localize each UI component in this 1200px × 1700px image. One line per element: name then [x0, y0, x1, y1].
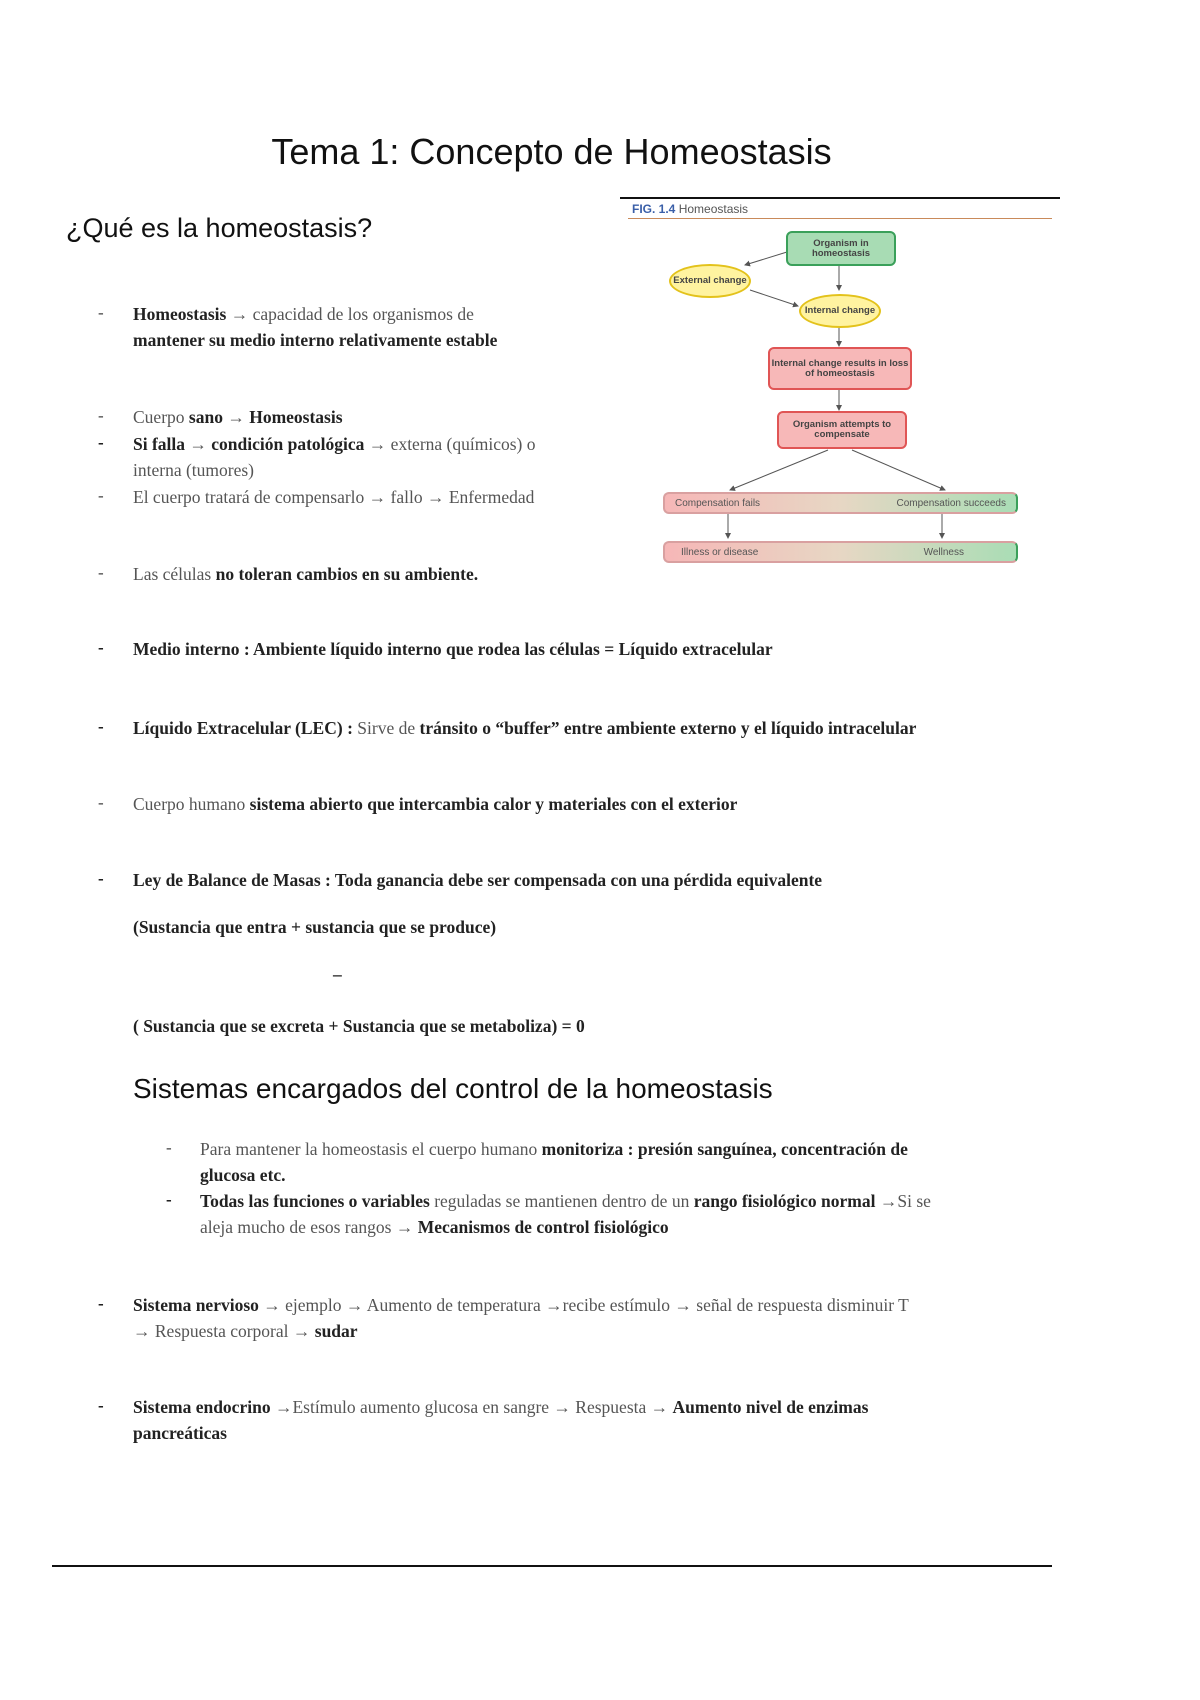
bullet-lec: [133, 715, 916, 741]
bullet-dash: -: [98, 433, 104, 452]
bullet-open-system: [133, 791, 737, 817]
label-compensation-fails: Compensation fails: [675, 498, 761, 509]
text: Cuerpo humano: [133, 794, 250, 814]
text: reguladas se mantienen dentro de un: [429, 1191, 694, 1211]
bold-text: Todas las funciones o variables: [200, 1191, 430, 1211]
node-loss-of-homeostasis: Internal change results in loss of homeostasis: [768, 347, 912, 390]
figure-top-rule: [620, 197, 1060, 199]
bullet-internal-medium: [133, 636, 773, 662]
label-compensation-succeeds: Compensation succeeds: [896, 498, 1006, 509]
bullet-dash: -: [166, 1190, 172, 1209]
label-illness: Illness or disease: [681, 547, 759, 558]
formula-minus: –: [333, 964, 342, 984]
formula-line-1: (Sustancia que entra + sustancia que se produce): [133, 917, 497, 937]
bullet-dash: -: [98, 406, 104, 425]
node-internal-change: Internal change: [799, 294, 881, 328]
figure-caption-rule: [628, 218, 1052, 219]
bullet-dash: -: [98, 486, 104, 505]
text: Las células: [133, 564, 216, 584]
section-heading-what-is: ¿Qué es la homeostasis?: [66, 213, 373, 243]
text: →: [185, 434, 212, 454]
bold-text: sudar: [314, 1321, 358, 1341]
bold-text: no toleran cambios en su ambiente.: [215, 564, 479, 584]
bullet-healthy-body: [133, 404, 343, 430]
bullet-cells: [133, 561, 478, 587]
text: →Estímulo aumento glucosa en sangre → Respuesta →: [270, 1397, 673, 1417]
bullet-dash: -: [98, 1396, 104, 1415]
text: → Respuesta corporal →: [133, 1321, 315, 1341]
outcome-bar: [663, 541, 1018, 563]
bullet-variables: [200, 1188, 931, 1240]
bold-text: Sistema endocrino: [133, 1397, 271, 1417]
text: → ejemplo → Aumento de temperatura →recibe estímulo → señal de respuesta disminuir T: [258, 1295, 909, 1315]
compensation-bar: [663, 492, 1018, 514]
figure-caption: [632, 202, 748, 216]
bold-text: Mecanismos de control fisiológico: [417, 1217, 669, 1237]
text: interna (tumores): [133, 460, 254, 480]
bold-text: sano: [188, 407, 223, 427]
bullet-if-fails: [133, 431, 535, 483]
text: →: [222, 407, 250, 427]
bold-text: Aumento nivel de enzimas: [672, 1397, 869, 1417]
bold-text: Líquido Extracelular (LEC) :: [133, 718, 353, 738]
text: Cuerpo: [133, 407, 189, 427]
text: → externa (químicos) o: [364, 434, 536, 454]
bold-text: sistema abierto que intercambia calor y materiales con el exterior: [249, 794, 738, 814]
bullet-compensate: [133, 484, 534, 510]
bold-text: Sistema nervioso: [133, 1295, 259, 1315]
label-wellness: Wellness: [923, 547, 964, 558]
bold-text: tránsito o “buffer” entre ambiente externo y el líquido intracelular: [419, 718, 917, 738]
text: → capacidad de los organismos de: [226, 304, 474, 324]
node-organism-compensates: Organism attempts to compensate: [777, 411, 907, 449]
text: Para mantener la homeostasis el cuerpo humano: [200, 1139, 542, 1159]
bullet-dash: -: [98, 303, 104, 322]
bold-text: Si falla: [133, 434, 186, 454]
bold-text: pancreáticas: [133, 1423, 227, 1443]
bullet-mass-balance: [133, 867, 822, 893]
bullet-monitor: [200, 1136, 908, 1188]
bullet-endocrine-system: [133, 1394, 868, 1446]
bullet-dash: -: [98, 1294, 104, 1313]
text: El cuerpo tratará de compensarlo → fallo → Enfermedad: [133, 487, 535, 507]
bottom-rule: [52, 1565, 1052, 1567]
bullet-dash: -: [98, 793, 104, 812]
bold-text: glucosa etc.: [200, 1165, 286, 1185]
text: Sirve de: [352, 718, 420, 738]
bullet-dash: -: [166, 1138, 172, 1157]
figure-number: FIG. 1.4: [632, 202, 676, 216]
node-organism-homeostasis: Organism in homeostasis: [786, 231, 896, 266]
bullet-nervous-system: [133, 1292, 909, 1344]
bold-text: Ley de Balance de Masas : Toda ganancia debe ser compensada con una pérdida equivalente: [133, 870, 823, 890]
bullet-dash: -: [98, 717, 104, 736]
bullet-dash: -: [98, 563, 104, 582]
text: aleja mucho de esos rangos →: [200, 1217, 418, 1237]
bold-text: monitoriza : presión sanguínea, concentración de: [541, 1139, 908, 1159]
bullet-dash: -: [98, 638, 104, 657]
bullet-homeostasis: [133, 301, 497, 353]
text: →Si se: [875, 1191, 931, 1211]
section-heading-control-systems: Sistemas encargados del control de la homeostasis: [133, 1073, 773, 1104]
bold-text: Homeostasis: [249, 407, 343, 427]
bullet-dash: -: [98, 869, 104, 888]
bold-text: Medio interno : Ambiente líquido interno que rodea las células = Líquido extracelular: [133, 639, 773, 659]
node-external-change: External change: [669, 264, 751, 298]
formula-line-2: ( Sustancia que se excreta + Sustancia que se metaboliza) = 0: [133, 1016, 585, 1036]
figure-title: Homeostasis: [678, 202, 749, 216]
bold-text: condición patológica: [211, 434, 365, 454]
bold-text: Homeostasis: [133, 304, 227, 324]
bold-text: mantener su medio interno relativamente estable: [133, 330, 498, 350]
bold-text: rango fisiológico normal: [693, 1191, 876, 1211]
page-title: Tema 1: Concepto de Homeostasis: [271, 131, 832, 172]
